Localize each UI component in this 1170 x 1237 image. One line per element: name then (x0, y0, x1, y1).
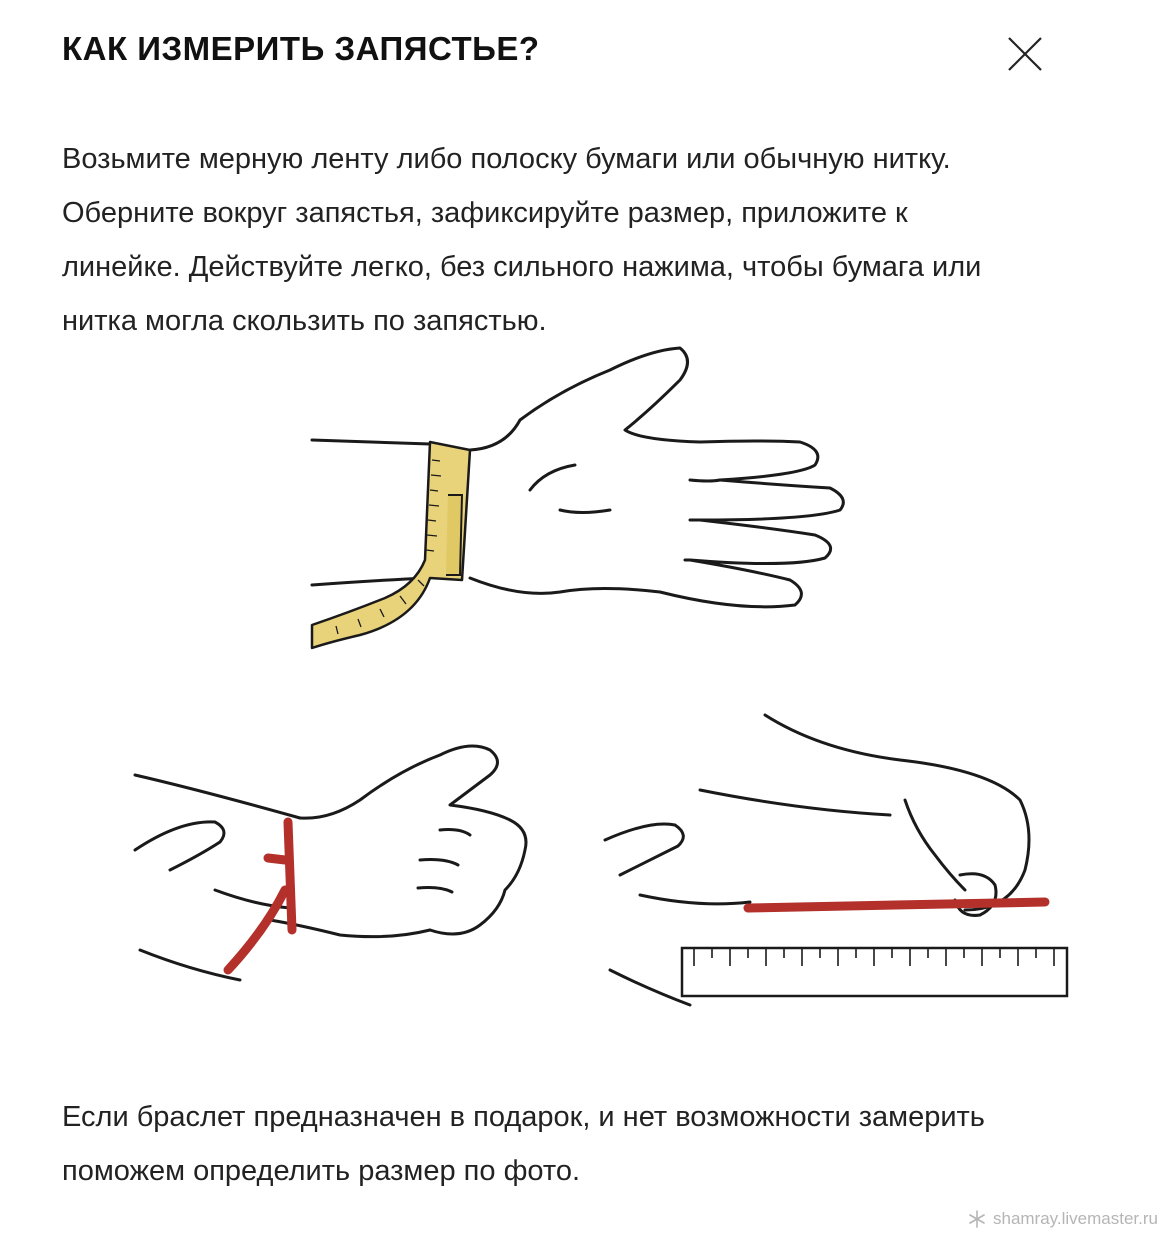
measurement-illustration (0, 330, 1170, 1030)
measuring-tape (312, 442, 470, 648)
watermark (967, 1209, 1158, 1229)
fist-with-thread (135, 746, 526, 980)
close-button[interactable] (1003, 32, 1047, 76)
tape-end (446, 495, 462, 575)
modal-title: КАК ИЗМЕРИТЬ ЗАПЯСТЬЕ? (62, 30, 540, 67)
outro-line: Если браслет предназначен в подарок, и нет возможности замерить (62, 1101, 985, 1133)
intro-line: нитка могла скользить по запястью. (62, 305, 547, 337)
intro-line: Оберните вокруг запястья, зафиксируйте размер, приложите к (62, 197, 908, 229)
outro-line: поможем определить размер по фото. (62, 1155, 581, 1187)
intro-line: линейке. Действуйте легко, без сильного нажима, чтобы бумага или (62, 251, 982, 283)
ruler (682, 948, 1067, 996)
tape-strip (312, 442, 470, 648)
intro-text (62, 132, 1122, 348)
outro-text (62, 1090, 1122, 1198)
close-icon (1003, 32, 1047, 76)
snowflake-icon (967, 1209, 987, 1229)
open-hand-with-tape (312, 348, 843, 607)
red-thread-wrist (228, 822, 292, 970)
watermark-text: shamray.livemaster.ru (992, 1209, 1158, 1228)
red-thread-ruler (748, 902, 1045, 908)
intro-line: Возьмите мерную ленту либо полоску бумаги или обычную нитку. (62, 143, 951, 175)
